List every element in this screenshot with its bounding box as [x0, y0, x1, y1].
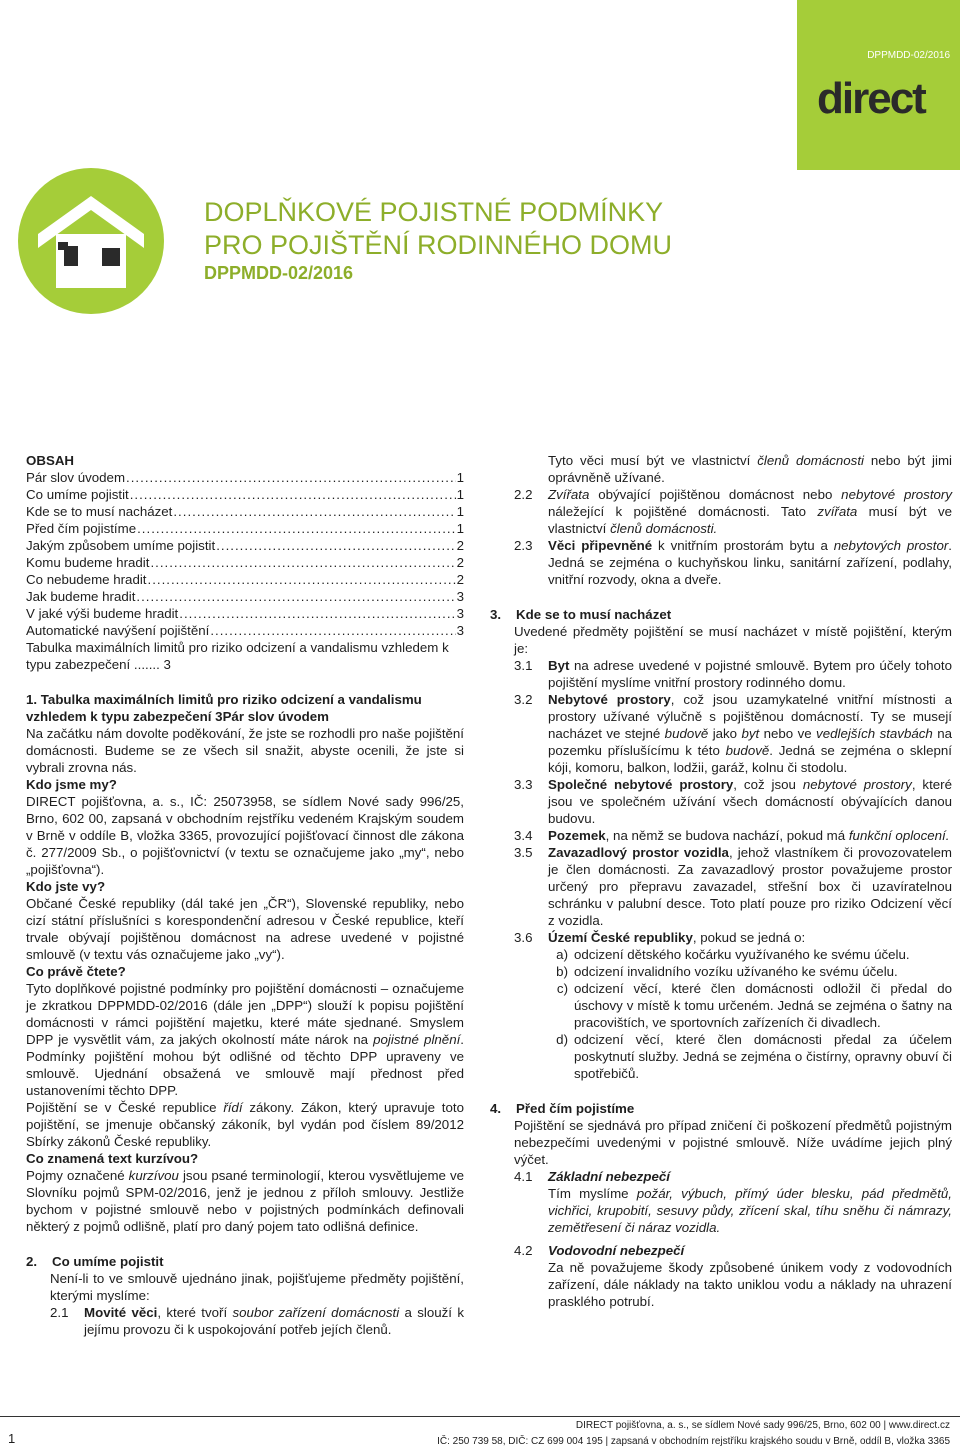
- section-3-5: 3.5 Zavazadlový prostor vozidla, jehož vlastníkem či provozovatelem je člen domácnosti. Za zavazadlový prostor považujeme prostor určený pro přepravu zavazadel, střešní box či uzavíratelnou schránku v palubní desce. Toto platí pouze pro riziko Odcizení věcí z vozidla.: [514, 845, 952, 928]
- section-4-2-body: Za ně považujeme škody způsobené únikem vody z vodovodních zařízení, dále náklady na takto uniklou vodu a náklady na uhrazení prasklého potrubí.: [548, 1260, 952, 1309]
- who-heading: Kdo jsme my?: [26, 777, 117, 792]
- section-3-3: 3.3 Společné nebytové prostory, což jsou nebytové prostory, které jsou ve společném užívání všech domácností obývajících danou budovu.: [514, 777, 952, 826]
- right-column: [490, 452, 952, 1310]
- italic-paragraph: Pojmy označené kurzívou jsou psané terminologií, kterou vysvětlujeme ve Slovníku pojmů SPM-02/2016, jenž je jednou z příloh smlouvy. Jestliže bychom v pojistné smlouvě nebo v pojistných podmínkách definovali některý z pojmů odlišně, platí pro daný pojem tato odlišná definice.: [26, 1168, 464, 1234]
- toc-item[interactable]: Kde se to musí nacházet ..... 1: [26, 503, 464, 520]
- section-3-1: 3.1 Byt na adrese uvedené v pojistné smlouvě. Bytem pro účely tohoto pojištění myslíme vnitřní prostory rodinného domu.: [514, 658, 952, 690]
- section-3-4: 3.4 Pozemek, na němž se budova nachází, pokud má funkční oplocení.: [514, 828, 950, 843]
- toc-item[interactable]: Automatické navýšení pojištění ..... 3: [26, 622, 464, 639]
- section-2-heading: 2. Co umíme pojistit: [26, 1254, 164, 1269]
- italic-heading: Co znamená text kurzívou?: [26, 1151, 199, 1166]
- section-3-6-item: d) odcizení věcí, které člen domácnosti předal za účelem poskytnutí služby. Jedná se zejména o čistírny, opravny obuví či spotřebičů.: [556, 1032, 952, 1081]
- toc-item[interactable]: V jaké výši budeme hradit ..... 3: [26, 605, 464, 622]
- section-2-body: Není-li to ve smlouvě ujednáno jinak, pojišťujeme předměty pojištění, kterými myslíme:: [50, 1271, 464, 1303]
- who-paragraph: DIRECT pojišťovna, a. s., IČ: 25073958, se sídlem Nové sady 996/25, Brno, 602 00, zapsaná v obchodním rejstříku vedeném Krajským soudem v Brně v oddíle B, vložka 3365, provozující pojišťovací činnost dle zákona č. 277/2009 Sb., o pojišťovnictví (v textu se označujeme jako „my“, nebo „pojišťovna“).: [26, 794, 464, 877]
- brand-box: [797, 0, 960, 170]
- section-3-6-item: c) odcizení věcí, které člen domácnosti odložil či předal do úschovy v místě k tomu určeném. Jedná se zejména o šatny na pracovištích, ve sportovních zařízeních či divadlech.: [556, 981, 952, 1030]
- toc-item[interactable]: Před čím pojistíme ..... 1: [26, 520, 464, 537]
- footer-divider: [0, 1416, 960, 1417]
- section-2-1-continued: Tyto věci musí být ve vlastnictví členů domácnosti nebo být jimi oprávněně užívané.: [548, 453, 952, 485]
- read-heading: Co právě čtete?: [26, 964, 126, 979]
- toc-item[interactable]: Pár slov úvodem ..... 1: [26, 469, 464, 486]
- document-title: [204, 196, 672, 262]
- section-2-3: 2.3 Věci připevněné k vnitřním prostorám bytu a nebytových prostor. Jedná se zejména o kuchyňskou linku, sanitární zařízení, podlahy, vnitřní rozvody, okna a dveře.: [514, 538, 952, 587]
- document-code: DPPMDD-02/2016: [204, 263, 354, 283]
- toc-item[interactable]: Co nebudeme hradit ..... 2: [26, 571, 464, 588]
- section-3-6-item: b) odcizení invalidního vozíku užívaného ke svému účelu.: [556, 964, 898, 979]
- title-line-1: DOPLŇKOVÉ POJISTNÉ PODMÍNKY: [204, 197, 664, 227]
- section-2-1: 2.1 Movité věci, které tvoří soubor zařízení domácnosti a slouží k jejímu provozu či k uspokojování potřeb jejích členů.: [50, 1305, 464, 1337]
- section-4-1-body: Tím myslíme požár, výbuch, přímý úder blesku, pád předmětů, vichřici, krupobití, sesuvy půdy, zřícení skal, tíhu sněhu či námrazy, zemětřesení či náraz vozidla.: [548, 1186, 952, 1235]
- left-column: [26, 452, 464, 1338]
- section-3-body: Uvedené předměty pojištění se musí nacházet v místě pojištění, kterým je:: [514, 624, 952, 656]
- toc-item[interactable]: Co umíme pojistit ..... 1: [26, 486, 464, 503]
- section-4-heading: 4. Před čím pojistíme: [490, 1101, 635, 1116]
- section-3-2: 3.2 Nebytové prostory, což jsou uzamykatelné vnitřní místnosti a prostory užívané výlučně s pojištěnou domácností. Ty se musejí nacházet ve stejné budově jako byt nebo ve vedlejších stavbách na pozemku příslušícímu k této budově. Jedná se zejména o sklepní kóji, komoru, balkon, lodžii, garáž, kolnu či stodolu.: [514, 692, 952, 775]
- toc-item[interactable]: Jak budeme hradit ..... 3: [26, 588, 464, 605]
- section-4-2-heading: 4.2 Vodovodní nebezpečí: [514, 1243, 685, 1258]
- toc-heading: OBSAH: [26, 453, 75, 468]
- law-paragraph: Pojištění se v České republice řídí zákony. Zákon, který upravuje toto pojištění, se jmenuje občanský zákoník, byl vydán pod číslem 89/2012 Sbírky zákonů České republiky.: [26, 1100, 464, 1149]
- house-icon: [18, 168, 164, 314]
- section-3-heading: 3. Kde se to musí nacházet: [490, 607, 672, 622]
- section-2-2: 2.2 Zvířata obývající pojištěnou domácnost nebo nebytové prostory náležející k pojištěné domácnosti. Tato zvířata musí být ve vlastnictví členů domácnosti.: [514, 487, 952, 536]
- section-3-6-item: a) odcizení dětského kočárku využívaného ke svému účelu.: [556, 947, 910, 962]
- intro-paragraph: Na začátku nám dovolte poděkování, že jste se rozhodli pro naše pojištění domácnosti. Budeme se ze všech sil snažit, abyste ocenili, že jste si vybrali zrovna nás.: [26, 726, 464, 775]
- brand-logo: direct: [817, 74, 925, 123]
- toc-item[interactable]: Jakým způsobem umíme pojistit ..... 2: [26, 537, 464, 554]
- you-heading: Kdo jste vy?: [26, 879, 106, 894]
- you-paragraph: Občané České republiky (dál také jen „ČR“), Slovenské republiky, nebo cizí státní příslušníci s korespondenční adresou v České republice, kteří trvale obývají pojištěnou domácnost na adrese uvedené v pojistné smlouvě (v textu vás označujeme jako „vy“).: [26, 896, 464, 962]
- footer-registration-line: IČ: 250 739 58, DIČ: CZ 699 004 195 | zapsaná v obchodním rejstříku krajského soudu v Brně, oddíl B, vložka 3365: [437, 1436, 950, 1447]
- section-3-6: 3.6 Území České republiky, pokud se jedná o:: [514, 930, 806, 945]
- toc-item[interactable]: Tabulka maximálních limitů pro riziko odcizení a vandalismu vzhledem k typu zabezpečení ....... 3: [26, 640, 449, 672]
- toc-item[interactable]: Komu budeme hradit ..... 2: [26, 554, 464, 571]
- toc-stray-line: 1. Tabulka maximálních limitů pro riziko odcizení a vandalismu vzhledem k typu zabezpečení 3Pár slov úvodem: [26, 692, 422, 724]
- section-4-1-heading: 4.1 Základní nebezpečí: [514, 1169, 670, 1184]
- footer-company-line: DIRECT pojišťovna, a. s., se sídlem Nové sady 996/25, Brno, 602 00 | www.direct.cz: [575, 1420, 950, 1431]
- section-4-body: Pojištění se sjednává pro případ zničení či poškození předmětů pojistným nebezpečími uvedenými v pojistné smlouvě. Níže uvádíme jejich plný výčet.: [514, 1118, 952, 1167]
- read-paragraph: Tyto doplňkové pojistné podmínky pro pojištění domácnosti – označujeme je zkratkou DPPMDD-02/2016 (dále jen „DPP“) slouží k popisu pojištění domácnosti v rámci pojištění majetku, které máte sjednané. Smyslem DPP je vysvětlit vám, za jakých okolností máte nárok na pojistné plnění. Podmínky pojištění mohou být odlišné od těchto DPP upraveny ve smlouvě. Ujednání obsažená ve smlouvě mají přednost před ustanoveními těchto DPP.: [26, 981, 464, 1098]
- house-icon-svg: [18, 168, 164, 314]
- brand-doc-code: DPPMDD-02/2016: [867, 50, 950, 61]
- title-line-2: PRO POJIŠTĚNÍ RODINNÉHO DOMU: [204, 230, 673, 260]
- page-number: 1: [8, 1431, 16, 1446]
